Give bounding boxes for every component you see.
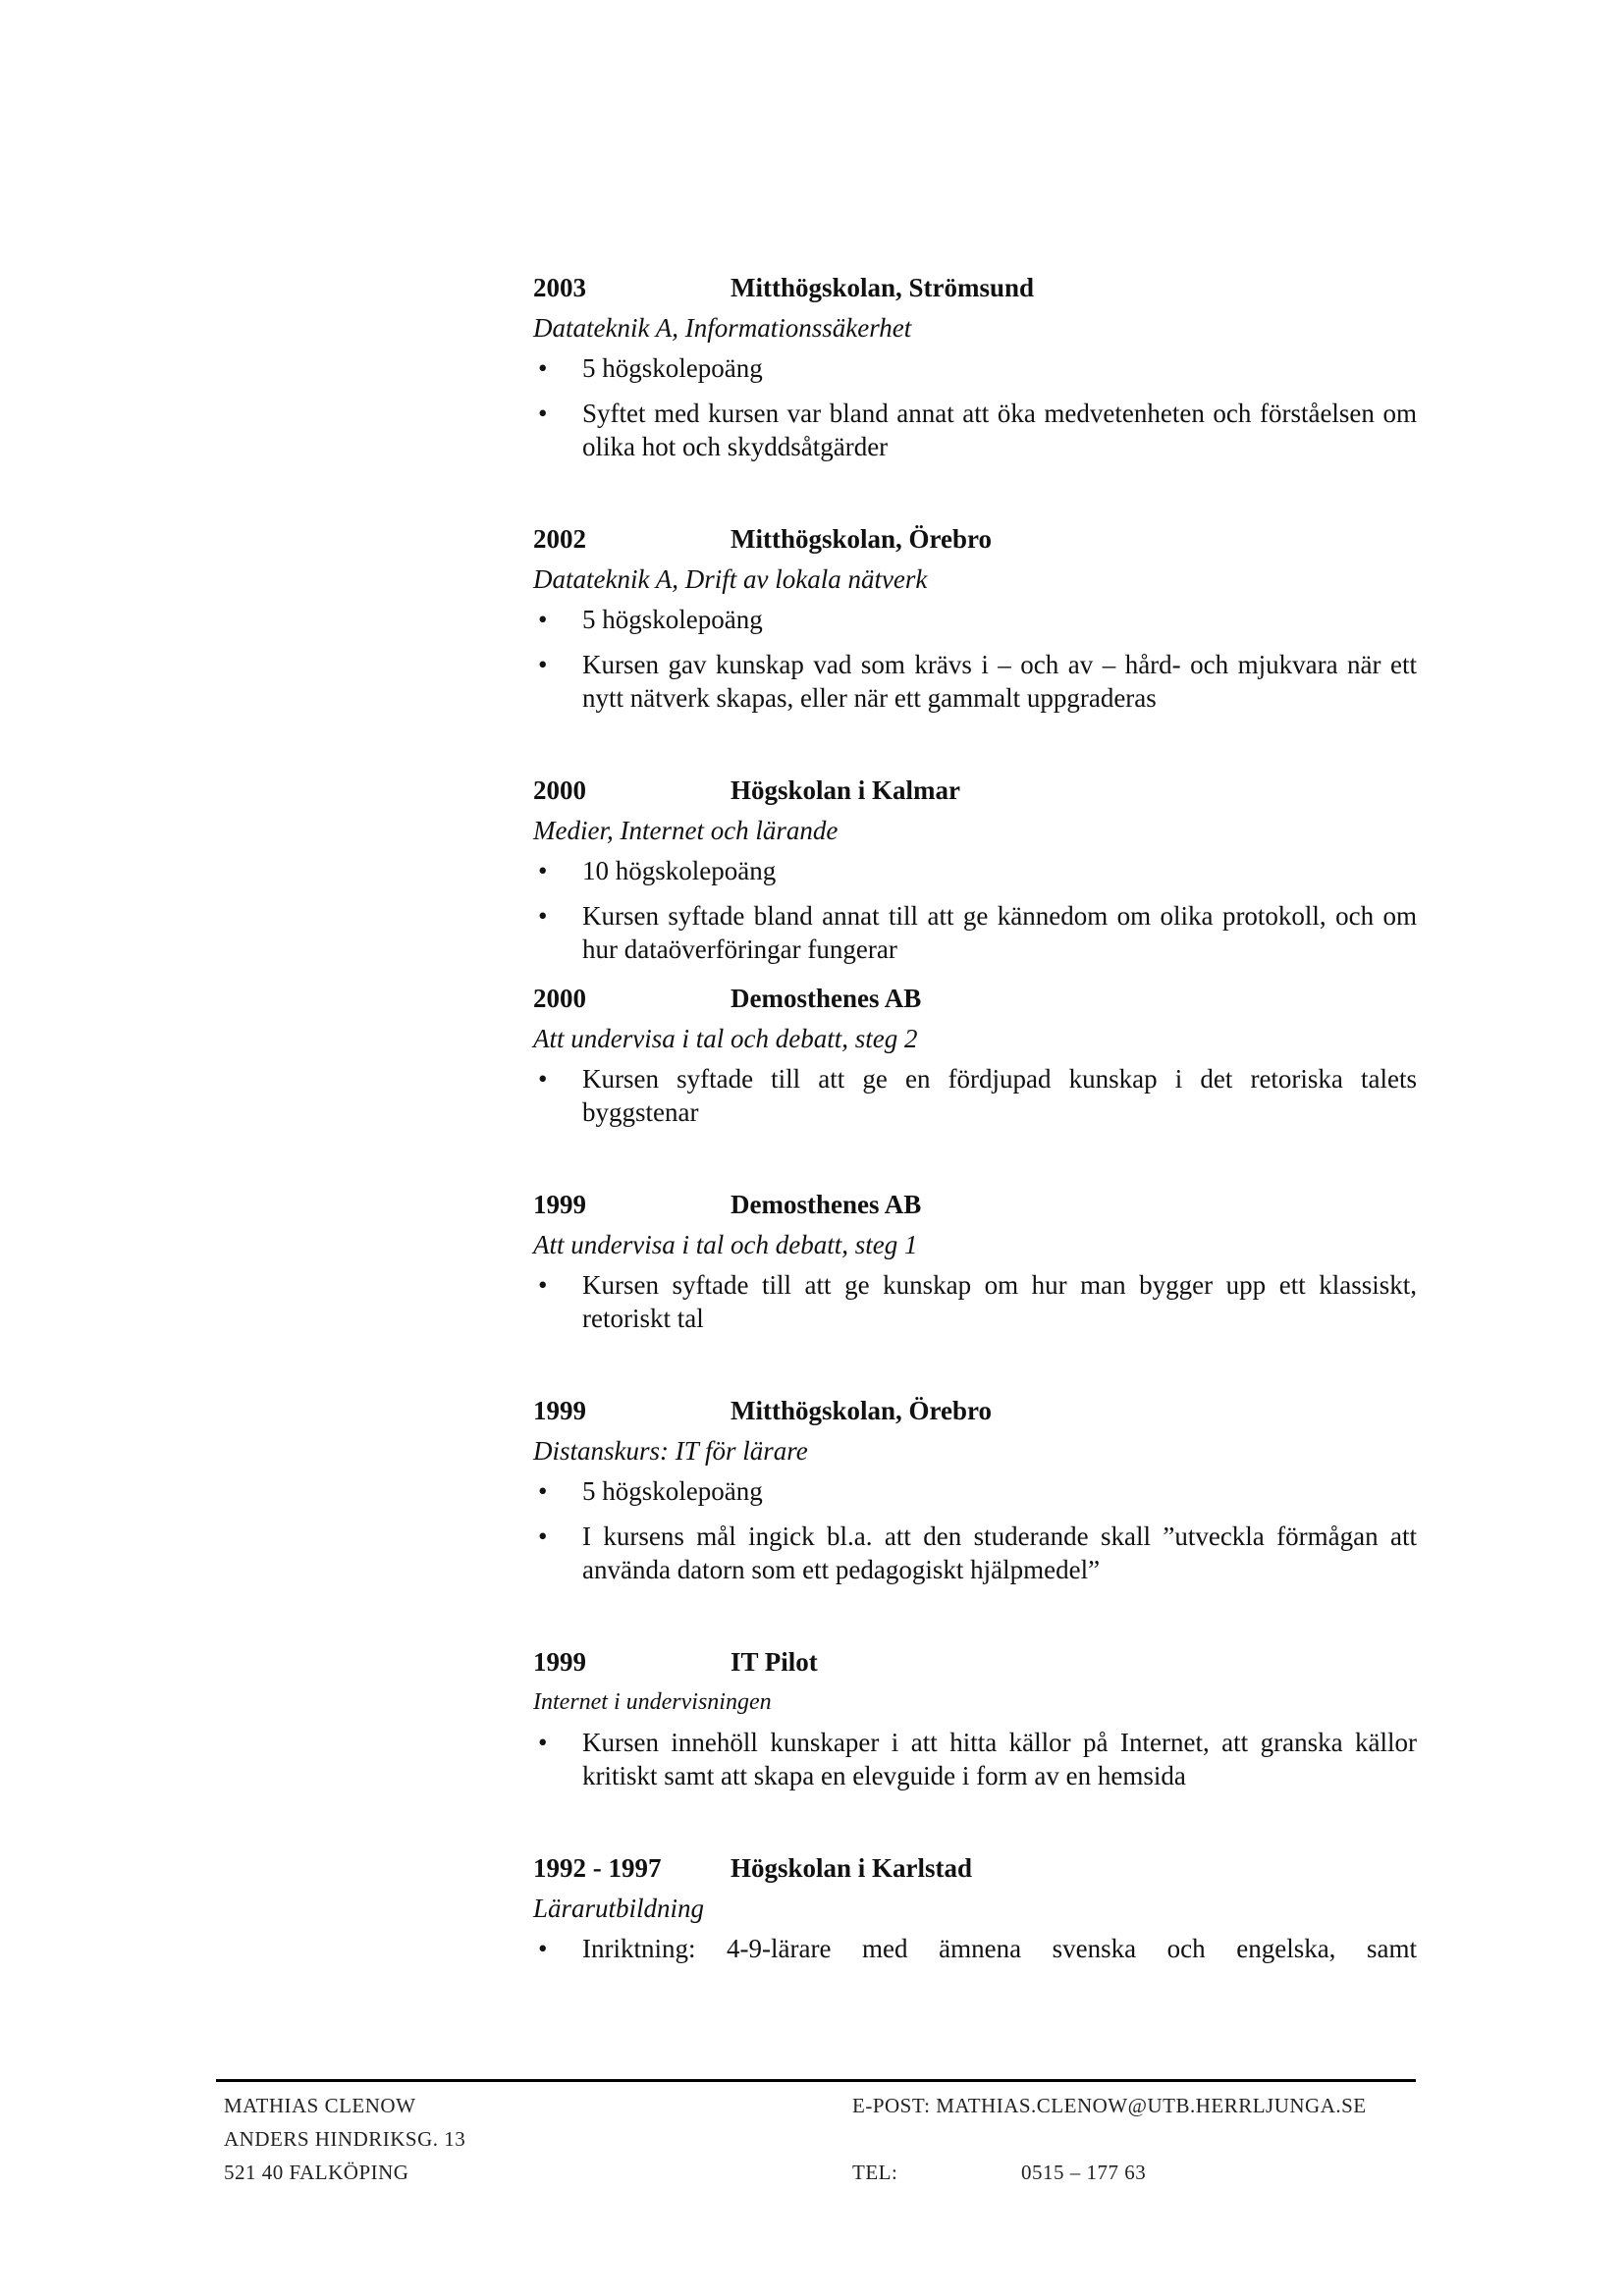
entry-year: 2000 (533, 774, 586, 805)
list-item (533, 1062, 1417, 1129)
list-item (533, 1726, 1417, 1792)
bullet-icon: • (538, 399, 548, 428)
entry-heading (533, 1847, 1417, 1889)
bullet-icon: • (538, 856, 548, 885)
footer-contact (852, 2089, 1367, 2189)
entry-institution: Högskolan i Karlstad (731, 1852, 973, 1883)
bullet-text: 5 högskolepoäng (582, 353, 763, 383)
entry-bullets (533, 603, 1417, 715)
list-item (533, 899, 1417, 966)
list-item (533, 1268, 1417, 1335)
bullet-icon: • (538, 1934, 548, 1963)
entry-bullets (533, 1062, 1417, 1129)
bullet-text: Kursen syftade till att ge kunskap om hur man bygger upp ett klassiskt, retoriskt tal (582, 1270, 1417, 1333)
cv-education-list (533, 267, 1417, 1977)
entry-course: Datateknik A, Informationssäkerhet (533, 313, 912, 343)
phone-value: 0515 – 177 63 (1021, 2161, 1147, 2184)
bullet-icon: • (538, 1064, 548, 1094)
list-item (533, 1520, 1417, 1586)
entry-bullets (533, 854, 1417, 966)
entry-institution: Demosthenes AB (731, 983, 922, 1013)
bullet-icon: • (538, 1728, 548, 1757)
bullet-icon: • (538, 353, 548, 383)
bullet-text: Syftet med kursen var bland annat att öka medvetenheten och förståelsen om olika hot och skyddsåtgärder (582, 399, 1417, 461)
footer-email: E-POST: MATHIAS.CLENOW@UTB.HERRLJUNGA.SE (852, 2094, 1367, 2117)
bullet-text: I kursens mål ingick bl.a. att den studerande skall ”utveckla förmågan att använda datorn som ett pedagogiskt hjälpmedel” (582, 1522, 1417, 1584)
education-entry (533, 518, 1417, 715)
bullet-text: Kursen gav kunskap vad som krävs i – och av – hård- och mjukvara när ett nytt nätverk skapas, eller när ett gammalt uppgraderas (582, 650, 1417, 713)
bullet-icon: • (538, 1476, 548, 1506)
entry-course: Medier, Internet och lärande (533, 816, 839, 845)
bullet-text: Inriktning: 4-9-lärare med ämnena svenska och engelska, samt (582, 1934, 1417, 1963)
list-item (533, 603, 1417, 636)
list-item (533, 854, 1417, 887)
entry-year: 1999 (533, 1646, 586, 1677)
footer-divider (216, 2079, 1416, 2082)
bullet-icon: • (538, 1522, 548, 1551)
education-entry (533, 1390, 1417, 1586)
entry-heading (533, 518, 1417, 560)
footer-phone (852, 2156, 1367, 2189)
footer-city: 521 40 FALKÖPING (224, 2161, 409, 2184)
entry-year: 1999 (533, 1395, 586, 1425)
list-item (533, 1932, 1417, 1965)
list-item (533, 1474, 1417, 1508)
footer-street: ANDERS HINDRIKSG. 13 (224, 2127, 466, 2151)
education-entry (533, 1641, 1417, 1792)
entry-course: Internet i undervisningen (533, 1689, 772, 1715)
entry-bullets (533, 351, 1417, 463)
entry-institution: Mitthögskolan, Strömsund (731, 272, 1035, 302)
bullet-icon: • (538, 1270, 548, 1300)
entry-bullets (533, 1726, 1417, 1792)
entry-course: Distanskurs: IT för lärare (533, 1436, 808, 1466)
list-item (533, 351, 1417, 385)
education-entry (533, 1184, 1417, 1335)
entry-institution: Mitthögskolan, Örebro (731, 1395, 993, 1425)
entry-heading (533, 1641, 1417, 1682)
bullet-icon: • (538, 901, 548, 931)
entry-institution: Mitthögskolan, Örebro (731, 523, 993, 554)
bullet-text: 10 högskolepoäng (582, 856, 777, 885)
entry-year: 2002 (533, 523, 586, 554)
entry-year: 2000 (533, 983, 586, 1013)
entry-institution: IT Pilot (731, 1646, 818, 1677)
phone-label: TEL: (852, 2161, 898, 2184)
education-entry (533, 978, 1417, 1129)
bullet-text: Kursen syftade bland annat till att ge kännedom om olika protokoll, och om hur dataöverföringar fungerar (582, 901, 1417, 964)
education-entry (533, 770, 1417, 966)
entry-year: 1992 - 1997 (533, 1852, 662, 1883)
entry-course: Att undervisa i tal och debatt, steg 2 (533, 1024, 918, 1053)
entry-bullets (533, 1474, 1417, 1586)
entry-heading (533, 770, 1417, 811)
education-entry (533, 1847, 1417, 1965)
bullet-text: 5 högskolepoäng (582, 1476, 763, 1506)
bullet-icon: • (538, 605, 548, 634)
entry-bullets (533, 1932, 1417, 1965)
entry-course: Lärarutbildning (533, 1894, 705, 1923)
entry-course: Datateknik A, Drift av lokala nätverk (533, 564, 928, 594)
list-item (533, 397, 1417, 463)
entry-bullets (533, 1268, 1417, 1335)
entry-heading (533, 1184, 1417, 1225)
entry-institution: Högskolan i Kalmar (731, 774, 961, 805)
list-item (533, 648, 1417, 715)
entry-heading (533, 267, 1417, 308)
footer-name: MATHIAS CLENOW (224, 2094, 416, 2117)
bullet-icon: • (538, 650, 548, 679)
entry-course: Att undervisa i tal och debatt, steg 1 (533, 1230, 918, 1259)
education-entry (533, 267, 1417, 463)
entry-year: 2003 (533, 272, 586, 302)
bullet-text: Kursen syftade till att ge en fördjupad kunskap i det retoriska talets byggstenar (582, 1064, 1417, 1127)
entry-year: 1999 (533, 1189, 586, 1219)
entry-institution: Demosthenes AB (731, 1189, 922, 1219)
entry-heading (533, 1390, 1417, 1431)
bullet-text: 5 högskolepoäng (582, 605, 763, 634)
entry-heading (533, 978, 1417, 1019)
footer-address (224, 2089, 465, 2189)
bullet-text: Kursen innehöll kunskaper i att hitta källor på Internet, att granska källor kritiskt samt att skapa en elevguide i form av en hemsida (582, 1728, 1417, 1790)
